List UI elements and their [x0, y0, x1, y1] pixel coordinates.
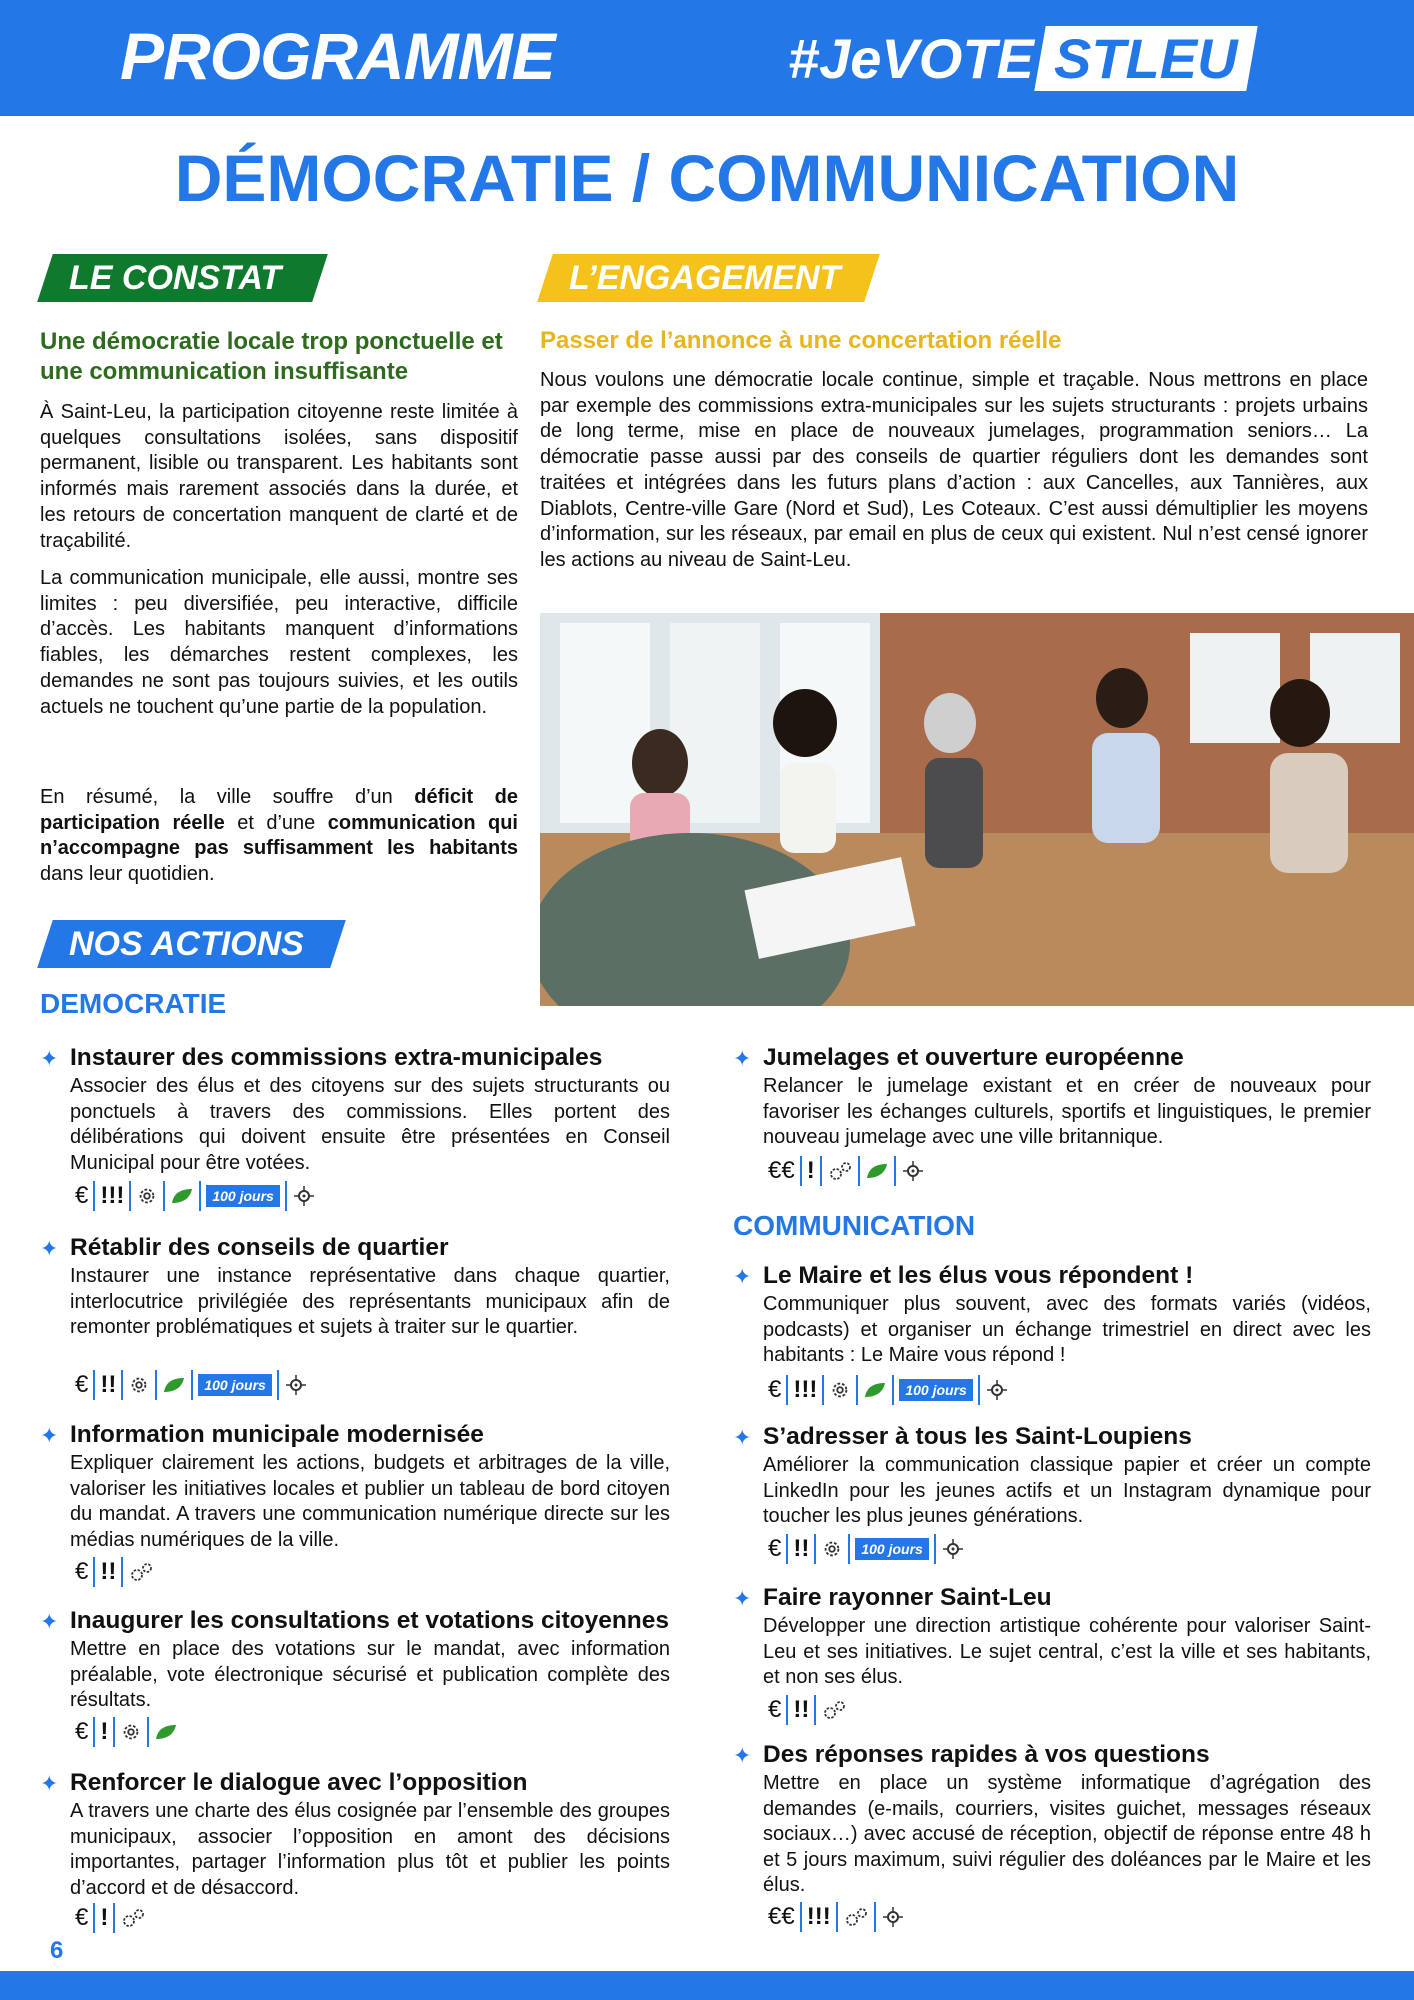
- footer-bar: [0, 1971, 1414, 2000]
- priority-indicator: !!!: [788, 1375, 824, 1405]
- action-tags: [763, 1375, 1014, 1405]
- 100-days-badge: [193, 1370, 278, 1400]
- star-icon: ✦: [733, 1743, 752, 1768]
- target-icon: [279, 1370, 313, 1400]
- section-communication: COMMUNICATION: [733, 1210, 976, 1241]
- leaf-icon: [165, 1181, 201, 1211]
- action-tags: [70, 1717, 183, 1747]
- action-tags: [763, 1156, 930, 1186]
- action-tags: [70, 1557, 159, 1587]
- action-tags: [763, 1902, 910, 1932]
- engagement-subtitle: Passer de l’annonce à une concertation réelle: [540, 327, 1062, 354]
- priority-indicator: !!: [95, 1557, 123, 1587]
- p3-d: communication qui n’accompagne pas suffisamment les habitants: [40, 811, 518, 860]
- cost-indicator: €€: [763, 1902, 802, 1932]
- 100-days-badge: [201, 1181, 286, 1211]
- cost-indicator: €: [70, 1181, 95, 1211]
- action-tags: [70, 1903, 151, 1933]
- leaf-icon: [149, 1717, 183, 1747]
- hashtag-box-text: STLEU: [1053, 27, 1238, 90]
- action-tags: [763, 1695, 852, 1725]
- action-description: Mettre en place des votations sur le mandat, avec information préalable, vote électronique sécurisé et publication complète des résultats.: [70, 1638, 670, 1711]
- constat-paragraph-1: À Saint-Leu, la participation citoyenne reste limitée à quelques consultations isolées, sans dispositif permanent, lisible ou transparent. Les habitants sont informés mais rarement associés dans la durée, et les retours de concertation manquent de clarté et de traçabilité.: [40, 401, 518, 552]
- gear-icon: [816, 1534, 850, 1564]
- priority-indicator: !!!: [802, 1902, 838, 1932]
- hashtag: [788, 26, 1251, 91]
- badge-label: 100 jours: [198, 1374, 271, 1396]
- star-icon: ✦: [40, 1771, 59, 1796]
- target-icon: [876, 1902, 910, 1932]
- action-title: Jumelages et ouverture européenne: [763, 1044, 1184, 1071]
- action-tags: [70, 1181, 321, 1211]
- priority-indicator: !: [802, 1156, 822, 1186]
- p3-c: et d’une: [224, 811, 328, 834]
- badge-label: 100 jours: [855, 1538, 928, 1560]
- action-title: Des réponses rapides à vos questions: [763, 1741, 1210, 1768]
- 100-days-badge: [894, 1375, 979, 1405]
- leaf-icon: [157, 1370, 193, 1400]
- star-icon: ✦: [40, 1046, 59, 1071]
- meeting-photo: [540, 613, 1414, 1006]
- star-icon: ✦: [733, 1264, 752, 1289]
- engagement-banner-label: L’ENGAGEMENT: [569, 259, 841, 297]
- leaf-icon: [858, 1375, 894, 1405]
- header-bar: [0, 0, 1414, 116]
- priority-indicator: !!: [788, 1534, 816, 1564]
- action-description: Instaurer une instance représentative dans chaque quartier, interlocutrice privilégiée des représentants municipaux afin de remonter problématiques et sujets à traiter sur le quartier.: [70, 1265, 670, 1338]
- star-icon: ✦: [733, 1586, 752, 1611]
- engagement-banner: [545, 254, 872, 302]
- cost-indicator: €€: [763, 1156, 802, 1186]
- action-description: Mettre en place un système informatique d’agrégation des demandes (e-mails, courriers, visites guichet, messages réseaux sociaux…) avec accusé de réception, objectif de réponse entre 48 h et 5 jours maximum, suivi régulier des doléances par le Maire et les élus.: [763, 1772, 1371, 1896]
- gear-icon: [123, 1370, 157, 1400]
- cost-indicator: €: [70, 1903, 95, 1933]
- target-icon: [287, 1181, 321, 1211]
- action-title: Inaugurer les consultations et votations citoyennes: [70, 1607, 670, 1634]
- star-icon: ✦: [733, 1425, 752, 1450]
- star-icon: ✦: [40, 1423, 59, 1448]
- action-title: Rétablir des conseils de quartier: [70, 1234, 449, 1261]
- constat-banner-label: LE CONSTAT: [69, 259, 282, 297]
- 100-days-badge: [850, 1534, 935, 1564]
- constat-paragraph-3: [40, 785, 518, 888]
- constat-subtitle: Une démocratie locale trop ponctuelle et une communication insuffisante: [40, 328, 503, 385]
- badge-label: 100 jours: [206, 1185, 279, 1207]
- cost-indicator: €: [763, 1534, 788, 1564]
- hashtag-prefix: #JeVOTE: [788, 27, 1034, 90]
- priority-indicator: !!: [788, 1695, 816, 1725]
- star-icon: ✦: [40, 1609, 59, 1634]
- action-title: Renforcer le dialogue avec l’opposition: [70, 1769, 528, 1796]
- action-title: Le Maire et les élus vous répondent !: [763, 1262, 1194, 1289]
- actions-banner: [45, 920, 338, 968]
- programme-title: PROGRAMME: [120, 19, 555, 93]
- star-icon: ✦: [40, 1236, 59, 1261]
- cost-indicator: €: [763, 1695, 788, 1725]
- action-title: Faire rayonner Saint-Leu: [763, 1584, 1052, 1611]
- gear-icon: [824, 1375, 858, 1405]
- action-description: Améliorer la communication classique papier et créer un compte LinkedIn pour les jeunes actifs et un Instagram dynamique pour toucher les plus jeunes générations.: [763, 1454, 1371, 1527]
- target-icon: [936, 1534, 970, 1564]
- action-description: Associer des élus et des citoyens sur des sujets structurants ou ponctuels à travers des commissions. Elles portent des délibérations qui doivent ensuite être présentées en Conseil Municipal pour être votées.: [70, 1075, 670, 1174]
- cost-indicator: €: [70, 1370, 95, 1400]
- badge-label: 100 jours: [899, 1379, 972, 1401]
- target-icon: [896, 1156, 930, 1186]
- gear-icon: [115, 1717, 149, 1747]
- p3-b: déficit de participation réelle: [40, 786, 518, 834]
- leaf-icon: [860, 1156, 896, 1186]
- action-tags: [70, 1370, 313, 1400]
- action-tags: [763, 1534, 970, 1564]
- action-title: Instaurer des commissions extra-municipales: [70, 1044, 603, 1071]
- action-title: S’adresser à tous les Saint-Loupiens: [763, 1423, 1192, 1450]
- page-number: 6: [50, 1937, 64, 1964]
- action-description: Développer une direction artistique cohérente pour valoriser Saint-Leu et ses initiatives. Le sujet central, c’est la ville et ses habitants, et non ses élus.: [763, 1615, 1371, 1688]
- gears-icon: [816, 1695, 852, 1725]
- gears-icon: [838, 1902, 876, 1932]
- cost-indicator: €: [70, 1717, 95, 1747]
- gears-icon: [115, 1903, 151, 1933]
- action-description: A travers une charte des élus cosignée par l’ensemble des groupes municipaux, associer l’opposition en amont des décisions importantes, partager l’information plus tôt et publier les points d’accord et de désaccord.: [70, 1800, 670, 1899]
- constat-paragraph-2: La communication municipale, elle aussi, montre ses limites : peu diversifiée, peu interactive, difficile d’accès. Les habitants manquent d’informations fiables, les démarches restent complexes, les demandes ne sont pas toujours suivies, et les outils actuels ne touchent qu’une partie de la population.: [40, 567, 518, 718]
- action-description: Expliquer clairement les actions, budgets et arbitrages de la ville, valoriser les initiatives locales et publier un tableau de bord citoyen du mandat. A travers une communication numérique directe sur les médias numériques de la ville.: [70, 1452, 670, 1551]
- gears-icon: [822, 1156, 860, 1186]
- gears-icon: [123, 1557, 159, 1587]
- gear-icon: [131, 1181, 165, 1211]
- priority-indicator: !: [95, 1717, 115, 1747]
- action-description: Relancer le jumelage existant et en créer de nouveaux pour favoriser les échanges culturels, sportifs et linguistiques, le premier nouveau jumelage avec une ville britannique.: [763, 1075, 1371, 1148]
- priority-indicator: !!: [95, 1370, 123, 1400]
- action-title: Information municipale modernisée: [70, 1421, 484, 1448]
- p3-e: dans leur quotidien.: [40, 863, 215, 886]
- section-democratie: DEMOCRATIE: [40, 988, 227, 1019]
- target-icon: [980, 1375, 1014, 1405]
- actions-banner-label: NOS ACTIONS: [69, 925, 304, 963]
- priority-indicator: !: [95, 1903, 115, 1933]
- cost-indicator: €: [763, 1375, 788, 1405]
- page-title: DÉMOCRATIE / COMMUNICATION: [174, 141, 1240, 215]
- p3-a: En résumé, la ville souffre d’un: [40, 786, 415, 808]
- engagement-paragraph: Nous voulons une démocratie locale continue, simple et traçable. Nous mettrons en place par exemple des commissions extra-municipales sur les sujets structurants : projets urbains de long terme, mise en place de nouveaux jumelages, programmation seniors… La démocratie passe aussi par des conseils de quartier réguliers dont les demandes sont traitées et intégrées dans les futurs plans d’action : aux Cancelles, aux Tannières, aux Diablots, Centre-ville Gare (Nord et Sud), Les Coteaux. C’est aussi démultiplier les moyens d’information, sur les réseaux, par email en plus de ceux qui existent. Nul n’est censé ignorer les actions au niveau de Saint-Leu.: [540, 369, 1368, 571]
- action-description: Communiquer plus souvent, avec des formats variés (vidéos, podcasts) et organiser un échange trimestriel en direct avec les habitants : Le Maire vous répond !: [763, 1293, 1371, 1366]
- star-icon: ✦: [733, 1046, 752, 1071]
- priority-indicator: !!!: [95, 1181, 131, 1211]
- constat-banner: [45, 254, 320, 302]
- hashtag-box: [1034, 26, 1257, 91]
- cost-indicator: €: [70, 1557, 95, 1587]
